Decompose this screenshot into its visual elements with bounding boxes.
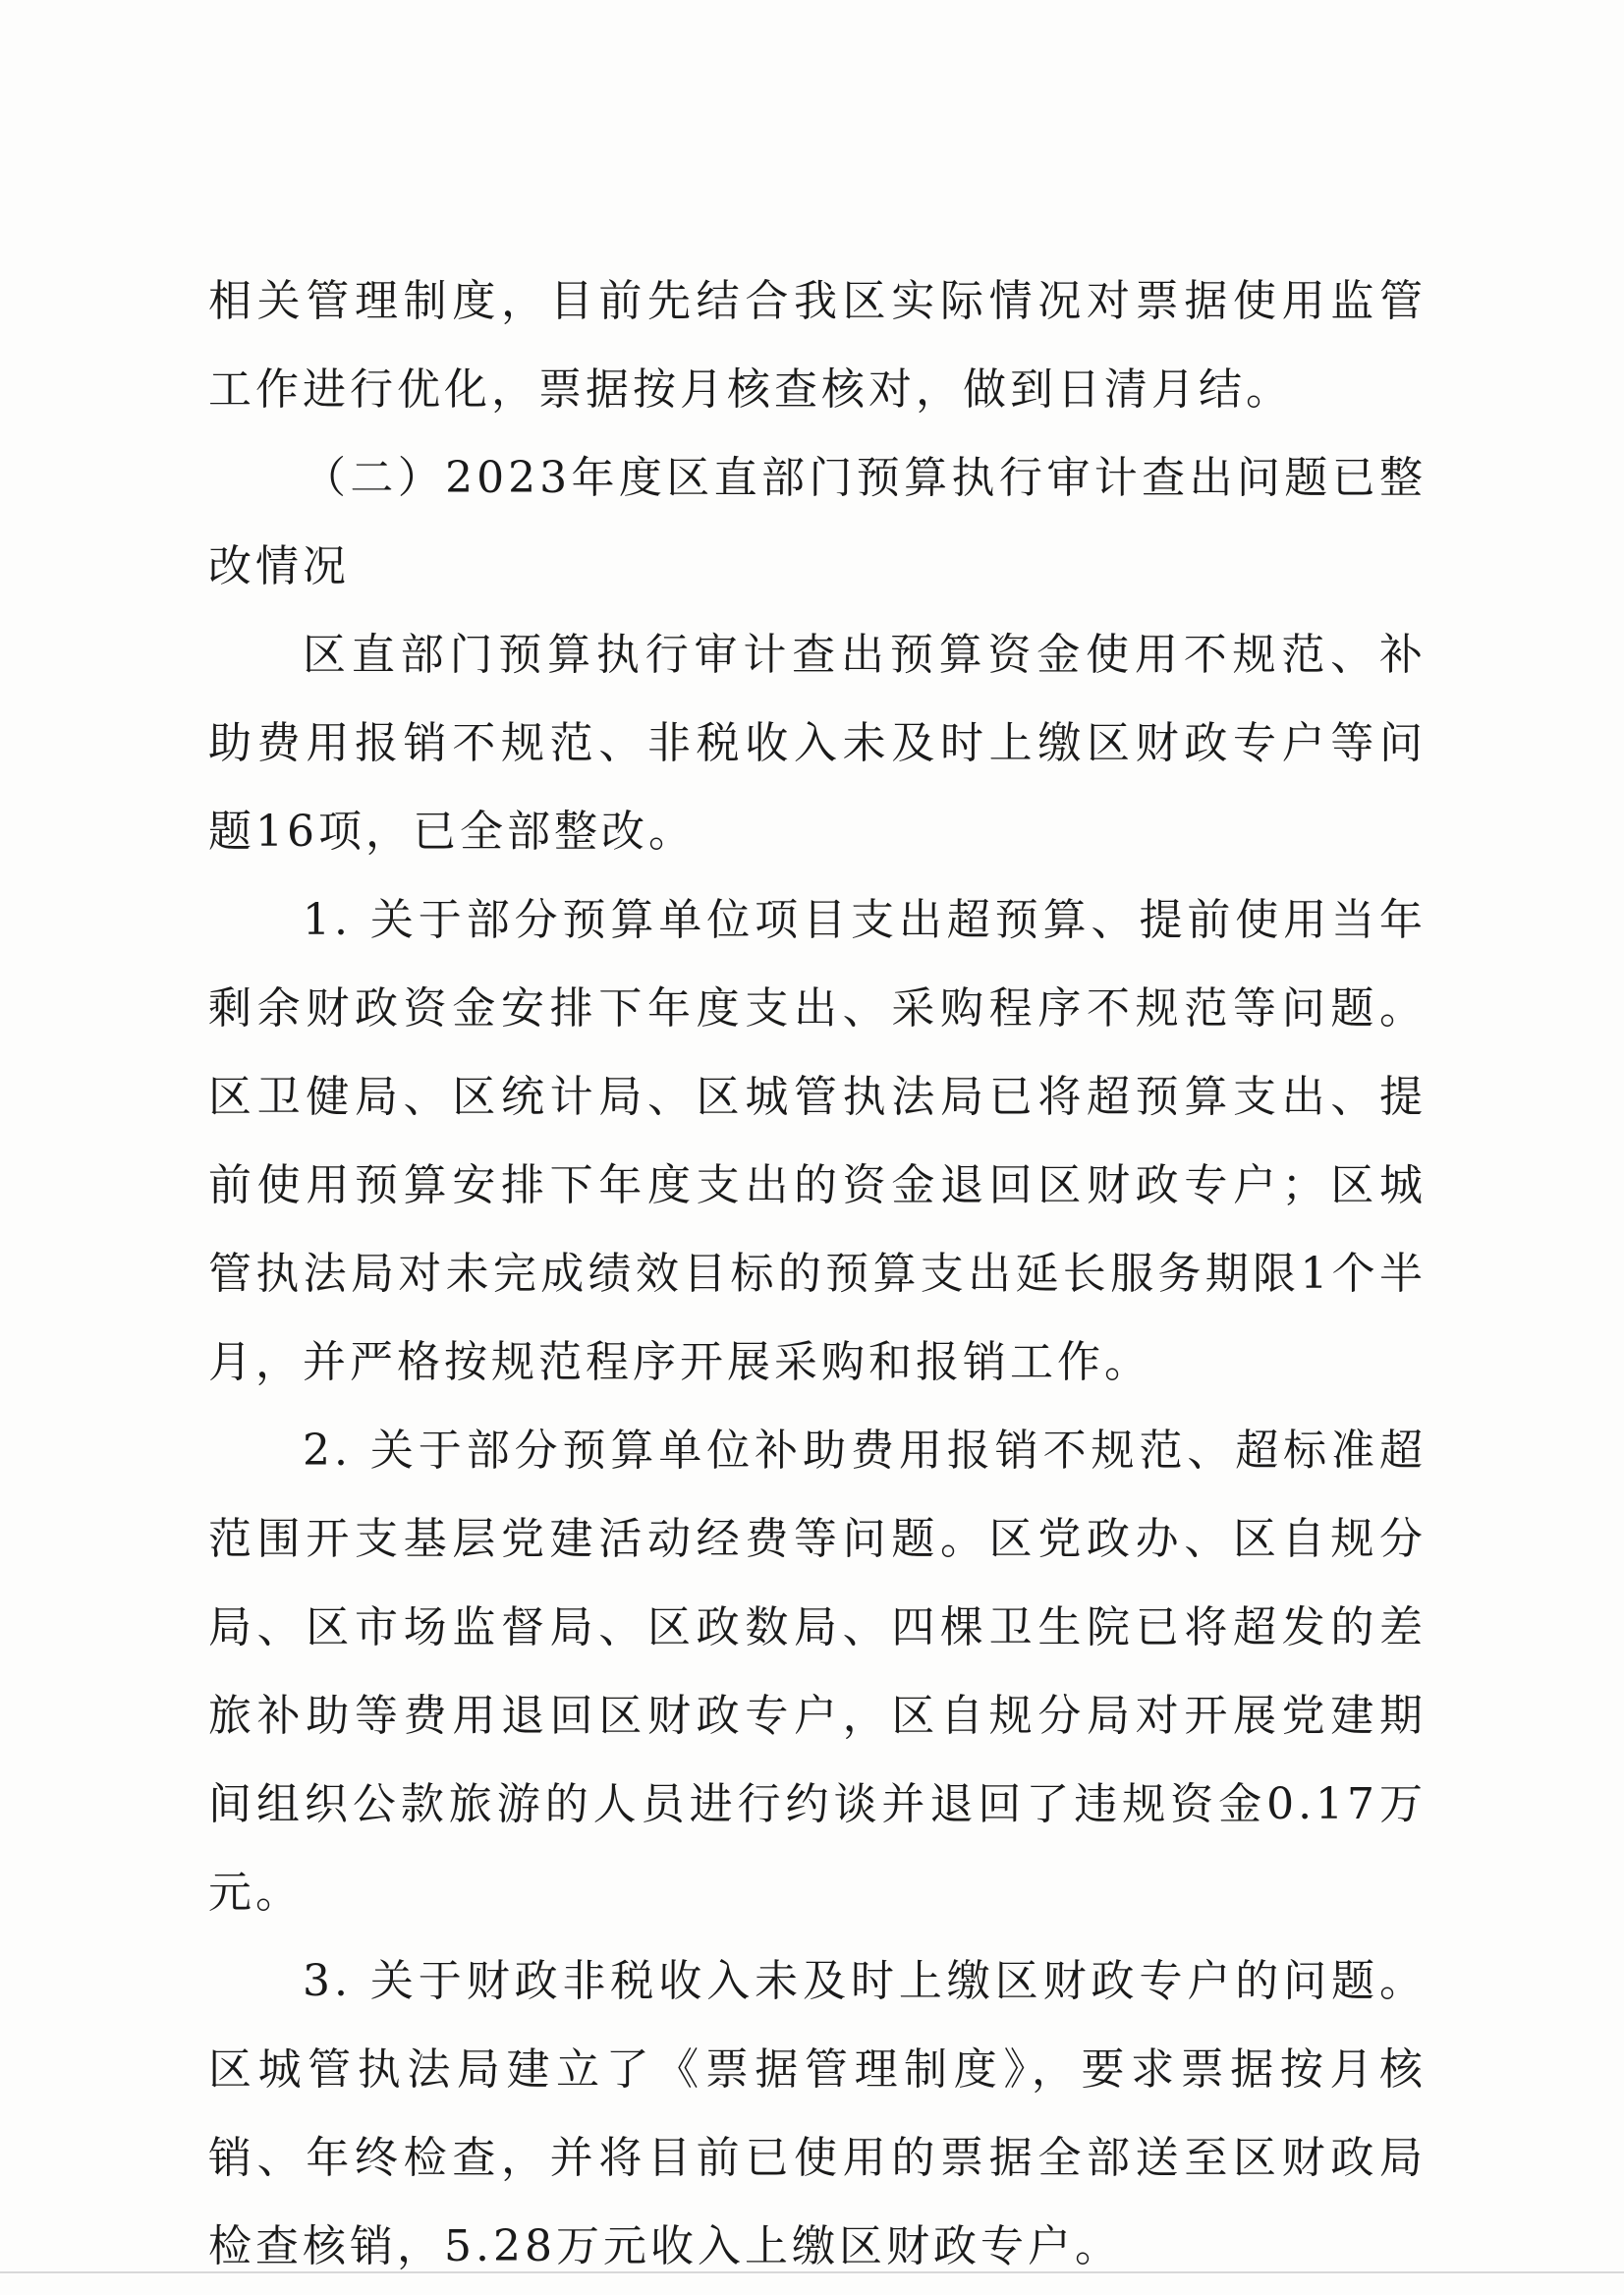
paragraph-item-3: 3. 关于财政非税收入未及时上缴区财政专户的问题。区城管执法局建立了《票据管理制度》，要求票据按月核销、年终检查，并将目前已使用的票据全部送至区财政局检查核销，5.28万元收入上缴区财政专户。 <box>208 1956 1427 2271</box>
paragraph-summary: 区直部门预算执行审计查出预算资金使用不规范、补助费用报销不规范、非税收入未及时上缴区财政专户等问题16项，已全部整改。 <box>208 630 1427 857</box>
paragraph-item-1: 1. 关于部分预算单位项目支出超预算、提前使用当年剩余财政资金安排下年度支出、采购程序不规范等问题。区卫健局、区统计局、区城管执法局已将超预算支出、提前使用预算安排下年度支出的资金退回区财政专户；区城管执法局对未完成绩效目标的预算支出延长服务期限1个半月，并严格按规范程序开展采购和报销工作。 <box>208 895 1427 1387</box>
scan-edge-line <box>0 2271 1624 2273</box>
document-body <box>208 257 1427 2291</box>
paragraph-item-2: 2. 关于部分预算单位补助费用报销不规范、超标准超范围开支基层党建活动经费等问题。区党政办、区自规分局、区市场监督局、区政数局、四棵卫生院已将超发的差旅补助等费用退回区财政专户，区自规分局对开展党建期间组织公款旅游的人员进行约谈并退回了违规资金0.17万元。 <box>208 1426 1427 1918</box>
section-heading: （二）2023年度区直部门预算执行审计查出问题已整改情况 <box>208 453 1427 591</box>
paragraph-continuation: 相关管理制度，目前先结合我区实际情况对票据使用监管工作进行优化，票据按月核查核对，做到日清月结。 <box>208 276 1427 415</box>
